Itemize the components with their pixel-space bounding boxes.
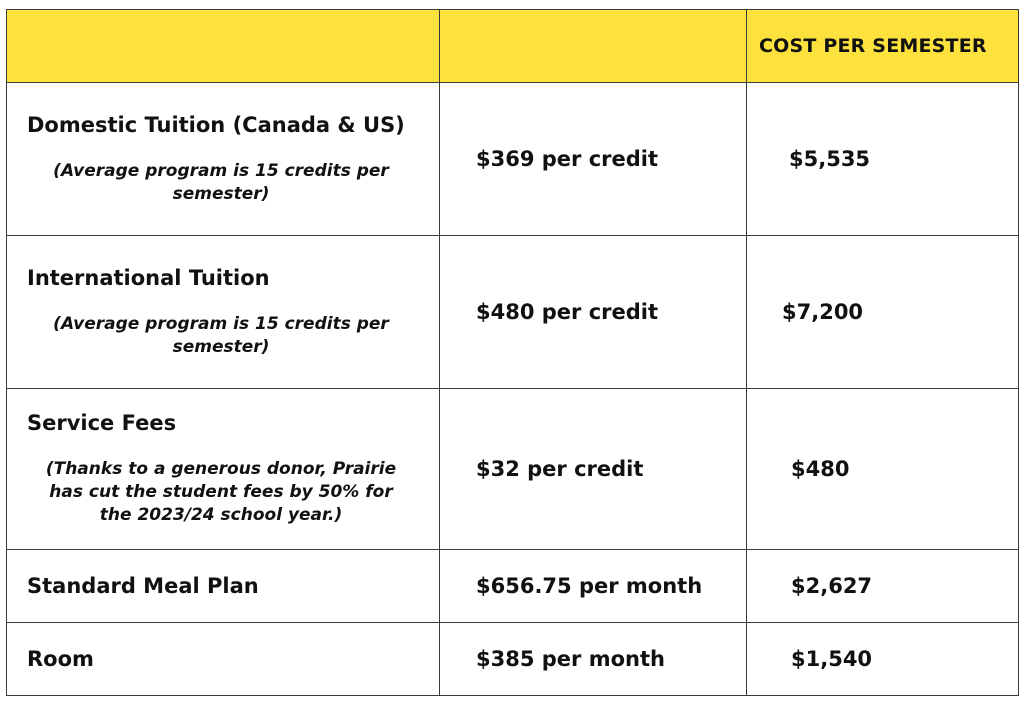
cost-cell: $7,200: [747, 236, 1019, 389]
header-cell-rate: [440, 10, 747, 83]
table-row: [7, 550, 1019, 623]
rate-cell: $385 per month: [440, 623, 747, 696]
item-title: International Tuition: [27, 265, 270, 290]
item-title: Standard Meal Plan: [27, 574, 259, 598]
cost-cell: $480: [747, 389, 1019, 550]
table-row: [7, 83, 1019, 236]
item-title: Room: [27, 647, 94, 671]
item-note: (Average program is 15 credits per semester): [53, 160, 389, 204]
header-cell-cost: [747, 10, 1019, 83]
item-cell: [7, 623, 440, 696]
item-title: Domestic Tuition (Canada & US): [27, 112, 405, 137]
item-cell: [7, 389, 440, 550]
item-note: (Average program is 15 credits per semester): [53, 313, 389, 357]
cost-cell: $2,627: [747, 550, 1019, 623]
table-row: [7, 236, 1019, 389]
cost-table: [6, 9, 1019, 696]
item-note: (Thanks to a generous donor, Prairie has cut the student fees by 50% for the 2023/24 school year.): [45, 459, 397, 525]
header-cell-item: [7, 10, 440, 83]
table-row: [7, 389, 1019, 550]
rate-cell: $656.75 per month: [440, 550, 747, 623]
item-cell: [7, 236, 440, 389]
item-cell: [7, 83, 440, 236]
rate-cell: $369 per credit: [440, 83, 747, 236]
table-row: [7, 623, 1019, 696]
item-title: Service Fees: [27, 411, 177, 435]
item-cell: [7, 550, 440, 623]
rate-cell: $480 per credit: [440, 236, 747, 389]
table-header-row: [7, 10, 1019, 83]
header-label-cost: COST PER SEMESTER: [759, 35, 987, 57]
rate-cell: $32 per credit: [440, 389, 747, 550]
cost-cell: $1,540: [747, 623, 1019, 696]
cost-cell: $5,535: [747, 83, 1019, 236]
